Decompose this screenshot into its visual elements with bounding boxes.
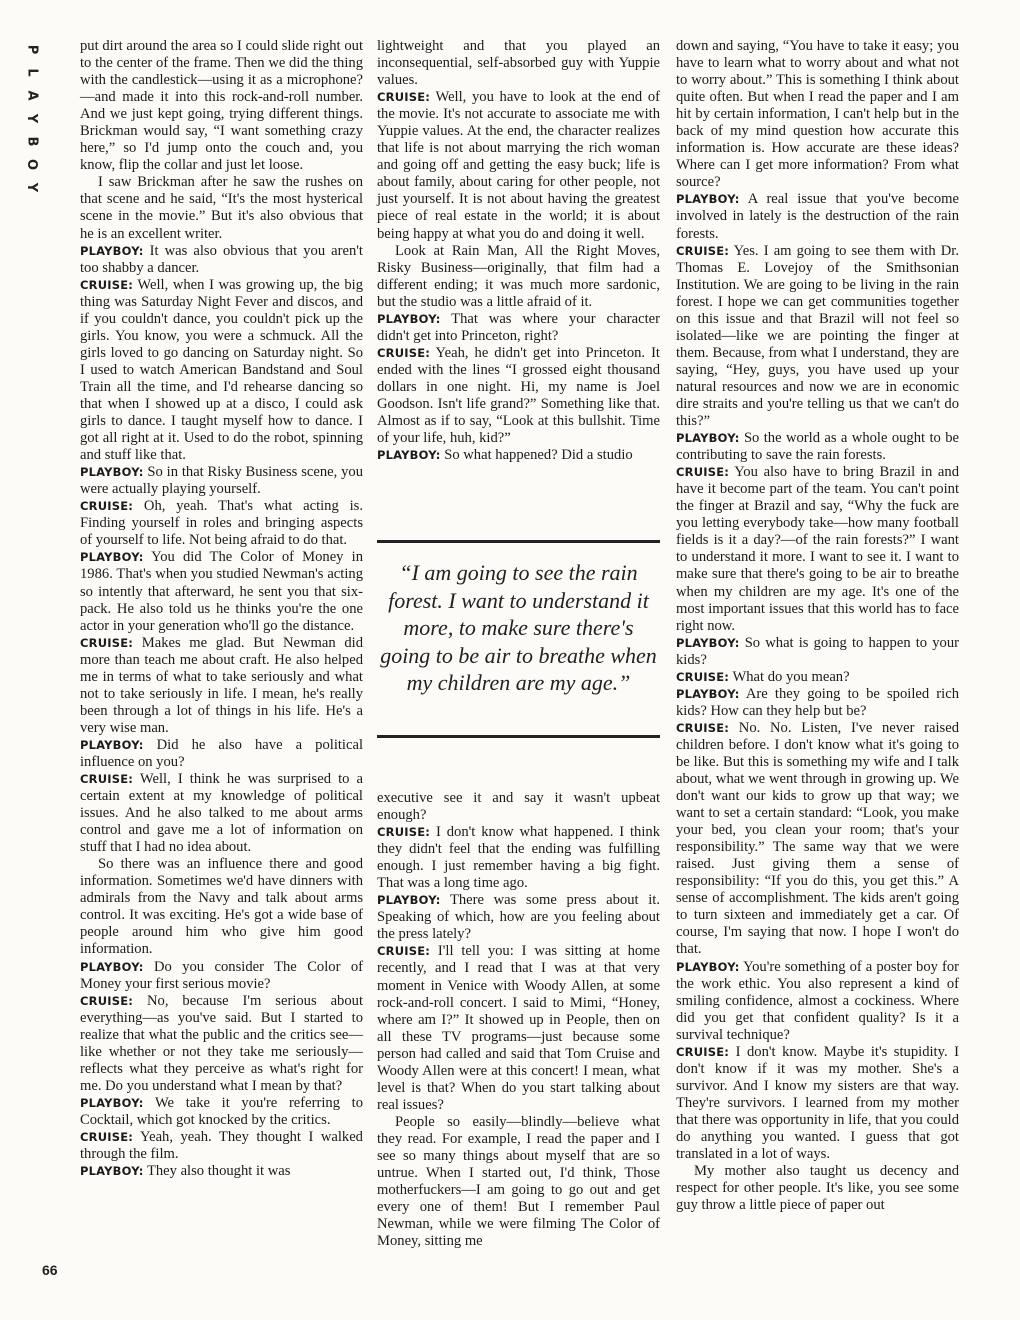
- magazine-masthead: [18, 38, 46, 199]
- masthead-letter: Y: [24, 182, 40, 193]
- paragraph-text: I don't know. Maybe it's stupidity. I don't know if it was my mother. She's a survivor. And I know my sisters are that way. They're survivors. I learned from my mother that there was opportunity in life, that you could do anything you wanted. I guess that got translated in a lot of ways.: [676, 1043, 959, 1163]
- paragraph-text: They also thought it was: [146, 1163, 291, 1180]
- paragraph-text: Makes me glad. But Newman did more than teach me about craft. He also helped me in terms of what to take seriously and what not to take seriously in life. I mean, he's really been through a lot of things in his life. He's a very wise man.: [80, 634, 363, 736]
- interview-exchange: [80, 1095, 363, 1129]
- speaker-label: CRUISE:: [80, 772, 134, 787]
- paragraph-text: No. No. Listen, I've never raised children before. I don't know what it's going to be like. But this is something my wife and I talk about, what we went through in growing up. We don't want our kids to grow up that way; we want to set a certain standard: “Look, you make your bed, you clean your room; that's your responsibility.” The same way that we were raised. Just giving them a sense of responsibility: “If you do this, you get this.” A sense of accomplishment. The kids aren't going to turn sixteen and immediately get a car. Of course, I'm saying that now. I hope I won't do that.: [676, 719, 959, 958]
- speaker-label: PLAYBOY:: [676, 192, 740, 207]
- interview-exchange: [676, 686, 959, 720]
- column-1: [80, 38, 363, 1180]
- paragraph-text: I don't know what happened. I think they didn't feel that the ending was fulfilling enough. I just remember having a big fight. That was a long time ago.: [377, 824, 660, 892]
- paragraph: [377, 1114, 660, 1250]
- speaker-label: CRUISE:: [676, 243, 730, 258]
- paragraph-text: We take it you're referring to Cocktail, which got knocked by the critics.: [80, 1094, 363, 1128]
- paragraph-text: It was also obvious that you aren't too shabby a dancer.: [80, 242, 363, 276]
- paragraph-text: People so easily—blindly—believe what they read. For example, I read the paper and I see so many things about myself that are so untrue. When I started out, I'd think, Those motherfuckers—I am going to go out and get every one of them! But I remember Paul Newman, while we were filming The Color of Money, sitting me: [377, 1113, 660, 1250]
- speaker-label: PLAYBOY:: [377, 893, 441, 908]
- paragraph-text: You also have to bring Brazil in and have it become part of the team. You can't point the finger at Brazil and say, “Why the fuck are you letting everybody take—how many football fields is it a day?—of the rain forests?” I want to understand it more. I want to see it. I want to make sure that there's going to be air to breathe when my children are my age. It's one of the most important issues that this world has to face right now.: [676, 464, 959, 634]
- paragraph-text: I saw Brickman after he saw the rushes on that scene and he said, “It's the most hysterical scene in the movie.” But it's also obvious that he is an excellent writer.: [80, 174, 363, 242]
- speaker-label: CRUISE:: [676, 1044, 730, 1059]
- interview-exchange: [80, 959, 363, 993]
- paragraph-text: Well, I think he was surprised to a certain extent at my knowledge of political issues. And he also talked to me about arms control and gave me a lot of information on stuff that I had no idea about.: [80, 771, 363, 856]
- interview-exchange: [676, 669, 959, 686]
- paragraph-text: So the world as a whole ought to be contributing to save the rain forests.: [676, 430, 959, 464]
- speaker-label: CRUISE:: [80, 635, 134, 650]
- interview-exchange: [377, 892, 660, 943]
- interview-exchange: [80, 464, 363, 498]
- interview-exchange: [80, 635, 363, 737]
- speaker-label: PLAYBOY:: [80, 243, 144, 258]
- speaker-label: PLAYBOY:: [80, 550, 144, 565]
- interview-exchange: [80, 771, 363, 856]
- paragraph-text: Yes. I am going to see them with Dr. Thomas E. Lovejoy of the Smithsonian Institution. We are going to be living in the rain forest. I hope we can get communities together on this issue and that Brazil will not feel so isolated—like we are pointing the finger at them. Because, from what I understand, they are saying, “Hey, guys, you have used up your natural resources and now we are in economic dire straits and you're telling us that we can't do this?”: [676, 242, 959, 430]
- paragraph-text: You're something of a poster boy for the work ethic. You also represent a kind of smiling confidence, almost a cockiness. Where did you get that confident quality? Is it a survival technique?: [676, 958, 959, 1043]
- paragraph-text: Look at Rain Man, All the Right Moves, Risky Business—originally, that film had a different ending; it was much more sardonic, but the studio was a little afraid of it.: [377, 242, 660, 310]
- interview-exchange: [676, 1044, 959, 1163]
- pull-quote: [377, 540, 660, 738]
- interview-exchange: [377, 345, 660, 447]
- paragraph: [80, 174, 363, 242]
- masthead-letter: B: [24, 136, 40, 147]
- paragraph: [377, 243, 660, 311]
- paragraph: [676, 1163, 959, 1214]
- speaker-label: PLAYBOY:: [676, 959, 740, 974]
- paragraph-text: That was where your character didn't get into Princeton, right?: [377, 310, 660, 344]
- masthead-letter: A: [24, 90, 40, 101]
- interview-exchange: [80, 498, 363, 549]
- speaker-label: PLAYBOY:: [80, 465, 144, 480]
- paragraph-text: So what is going to happen to your kids?: [676, 634, 959, 668]
- paragraph-text: down and saying, “You have to take it easy; you have to learn what to worry about and what not to worry about.” This is something I think about quite often. But when I read the paper and I am hit by certain information, I can't help but in the back of my mind question how accurate this information is. How accurate are these ideas? Where can I get more information? From what source?: [676, 38, 959, 191]
- speaker-label: PLAYBOY:: [377, 448, 441, 463]
- speaker-label: PLAYBOY:: [80, 737, 144, 752]
- speaker-label: CRUISE:: [80, 277, 134, 292]
- speaker-label: CRUISE:: [377, 944, 431, 959]
- speaker-label: PLAYBOY:: [676, 431, 740, 446]
- paragraph-text: Yeah, yeah. They thought I walked through the film.: [80, 1129, 363, 1163]
- speaker-label: CRUISE:: [676, 720, 730, 735]
- interview-exchange: [377, 89, 660, 242]
- paragraph-text: put dirt around the area so I could slide right out to the center of the frame. Then we did the thing with the candlestick—using it as a microphone?—and made it into this rock-and-roll number. And we just kept going, trying different things. Brickman would say, “I want something crazy here,” so I'd jump onto the couch and, you know, flip the collar and just let loose.: [80, 38, 363, 174]
- masthead-letter: O: [24, 158, 40, 171]
- pull-quote-text: “I am going to see the rain forest. I want to understand it more, to make sure there's going to be air to breathe when my children are my age.”: [380, 560, 657, 695]
- speaker-label: CRUISE:: [676, 465, 730, 480]
- interview-exchange: [377, 824, 660, 892]
- speaker-label: PLAYBOY:: [676, 635, 740, 650]
- paragraph-text: Yeah, he didn't get into Princeton. It ended with the lines “I grossed eight thousand dollars in one night. Hi, my name is Joel Goodson. Isn't life grand?” Something like that. Almost as if to say, “Look at this bullshit. Time of your life, huh, kid?”: [377, 344, 660, 447]
- paragraph: [377, 38, 660, 89]
- paragraph: [377, 790, 660, 824]
- paragraph-text: Well, when I was growing up, the big thing was Saturday Night Fever and discos, and if you couldn't dance, you couldn't pick up the girls. You know, you were a schmuck. All the girls loved to go dancing on Saturday night. So I used to watch American Bandstand and Soul Train all the time, and I'd rehearse dancing so that when I showed up at a disco, I could ask girls to dance. I taught myself how to dance. I got all right at it. Used to do the robot, spinning and stuff like that.: [80, 276, 363, 464]
- paragraph-text: There was some press about it. Speaking of which, how are you feeling about the press lately?: [377, 892, 660, 943]
- interview-exchange: [377, 447, 660, 464]
- interview-exchange: [80, 1129, 363, 1163]
- interview-exchange: [80, 243, 363, 277]
- paragraph-text: A real issue that you've become involved in lately is the destruction of the rain forests.: [676, 191, 960, 242]
- paragraph-text: So in that Risky Business scene, you were actually playing yourself.: [80, 464, 363, 498]
- speaker-label: CRUISE:: [377, 345, 431, 360]
- paragraph: [80, 856, 363, 958]
- paragraph: [676, 38, 959, 191]
- masthead-letter: P: [24, 44, 40, 55]
- interview-exchange: [80, 549, 363, 634]
- interview-exchange: [377, 943, 660, 1113]
- interview-exchange: [80, 277, 363, 465]
- speaker-label: CRUISE:: [676, 669, 730, 684]
- column-2-bottom: [377, 790, 660, 1250]
- interview-exchange: [676, 635, 959, 669]
- paragraph-text: executive see it and say it wasn't upbeat enough?: [377, 790, 660, 824]
- speaker-label: PLAYBOY:: [676, 686, 740, 701]
- paragraph-text: I'll tell you: I was sitting at home recently, and I read that I was at that very moment in Venice with Woody Allen, at some rock-and-roll concert. I said to Mimi, “Honey, where am I?” It showed up in People, then on all these TV programs—just because some person had called and said that Tom Cruise and Woody Allen were at this concert! I mean, what level is that? When do you start talking about real issues?: [377, 943, 660, 1113]
- paragraph-text: So there was an influence there and good information. Sometimes we'd have dinners with admirals from the Navy and talk about arms control. It was exciting. He's got a wide base of people around him who give him good information.: [80, 856, 363, 958]
- paragraph-text: lightweight and that you played an inconsequential, self-absorbed guy with Yuppie values.: [377, 38, 660, 89]
- interview-exchange: [80, 993, 363, 1095]
- masthead-letter: L: [24, 68, 40, 77]
- interview-exchange: [676, 191, 959, 242]
- speaker-label: PLAYBOY:: [80, 1095, 144, 1110]
- paragraph-text: Did he also have a political influence on you?: [80, 736, 363, 770]
- interview-exchange: [80, 1163, 363, 1180]
- speaker-label: PLAYBOY:: [377, 311, 441, 326]
- paragraph-text: What do you mean?: [732, 668, 850, 685]
- paragraph-text: Oh, yeah. That's what acting is. Finding yourself in roles and bringing aspects of yourself to life. Not being afraid to do that.: [80, 498, 363, 549]
- paragraph-text: Do you consider The Color of Money your first serious movie?: [80, 958, 364, 992]
- interview-exchange: [80, 737, 363, 771]
- masthead-letter: Y: [24, 113, 40, 124]
- paragraph-text: Well, you have to look at the end of the movie. It's not accurate to associate me with Yuppie values. At the end, the character realizes that life is not about marrying the rich woman and going off and getting the easy buck; life is about family, about caring for other people, not just yourself. It is not about having the greatest piece of real estate in the world; it is about being happy at what you do and doing it well.: [377, 89, 660, 242]
- paragraph-text: Are they going to be spoiled rich kids? How can they help but be?: [676, 685, 959, 719]
- speaker-label: CRUISE:: [377, 90, 431, 105]
- speaker-label: CRUISE:: [80, 1130, 134, 1144]
- interview-exchange: [676, 243, 959, 431]
- paragraph-text: My mother also taught us decency and respect for other people. It's like, you see some guy throw a little piece of paper out: [676, 1163, 959, 1214]
- interview-exchange: [676, 959, 959, 1044]
- interview-exchange: [676, 430, 959, 464]
- interview-exchange: [676, 720, 959, 959]
- paragraph-text: No, because I'm serious about everything—as you've said. But I started to realize that what the public and the critics see—like whether or not they take me seriously—reflects what they perceive as what's right for me. Do you understand what I mean by that?: [80, 992, 363, 1094]
- paragraph-text: So what happened? Did a studio: [444, 447, 633, 464]
- paragraph: [80, 38, 363, 174]
- speaker-label: CRUISE:: [80, 499, 134, 514]
- page-number: 66: [42, 1262, 58, 1278]
- interview-exchange: [676, 464, 959, 634]
- paragraph-text: You did The Color of Money in 1986. That's when you studied Newman's acting so intently that afterward, he sent you that six-pack. He also told us he thinks you're the one actor in your generation who'll go the distance.: [80, 549, 363, 634]
- speaker-label: CRUISE:: [80, 993, 134, 1008]
- speaker-label: CRUISE:: [377, 825, 431, 840]
- speaker-label: PLAYBOY:: [80, 1164, 144, 1179]
- speaker-label: PLAYBOY:: [80, 959, 144, 974]
- interview-exchange: [377, 311, 660, 345]
- column-2-top: [377, 38, 660, 464]
- column-3: [676, 38, 959, 1214]
